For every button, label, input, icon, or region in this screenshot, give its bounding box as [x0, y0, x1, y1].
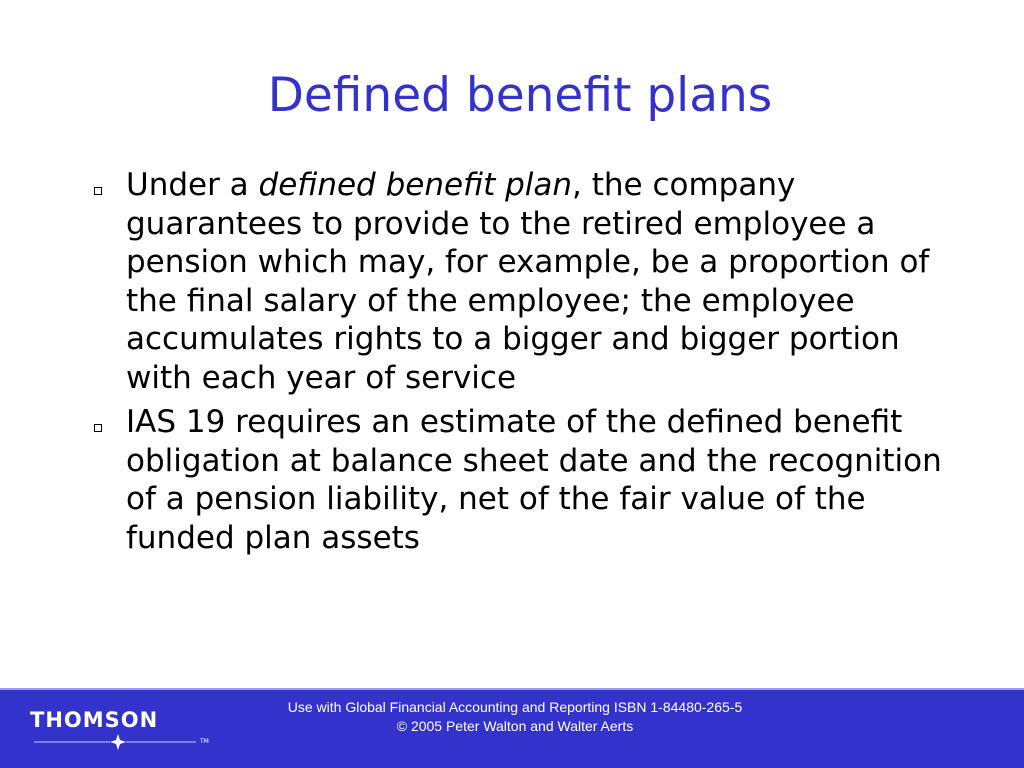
- footer-line-2: © 2005 Peter Walton and Walter Aerts: [396, 718, 634, 734]
- thomson-logo: [30, 708, 216, 754]
- slide-title: Defined benefit plans: [267, 68, 773, 123]
- logo-trademark: TM: [200, 738, 209, 745]
- bullet-text-rest: , the company guarantees to provide to the retired employee a pension which may, for example, be a proportion of the final salary of the employee; the employee accumulates rights to a bigger and bigger portion with each year of service: [126, 167, 930, 396]
- bullet-emphasis-term: defined benefit plan: [258, 167, 573, 203]
- footer-divider: [0, 688, 1024, 690]
- footer-citation: [240, 698, 790, 736]
- bullet-text: IAS 19 requires an estimate of the defined benefit obligation at balance sheet date and the recognition of a pension liability, net of the fair value of the funded plan assets: [126, 404, 942, 556]
- bullet-text-start: Under a: [126, 167, 259, 203]
- bullet-list: [88, 166, 958, 563]
- square-bullet-icon: [94, 424, 102, 432]
- square-bullet-icon: [94, 187, 102, 195]
- bullet-item-ias-19: [88, 403, 958, 557]
- star-swoosh-icon: [30, 734, 216, 750]
- footer-bar: [0, 688, 1024, 768]
- logo-wordmark: THOMSON: [30, 708, 159, 732]
- footer-line-1: Use with Global Financial Accounting and Reporting ISBN 1-84480-265-5: [287, 699, 743, 715]
- bullet-item-defined-benefit-plan: [88, 166, 958, 397]
